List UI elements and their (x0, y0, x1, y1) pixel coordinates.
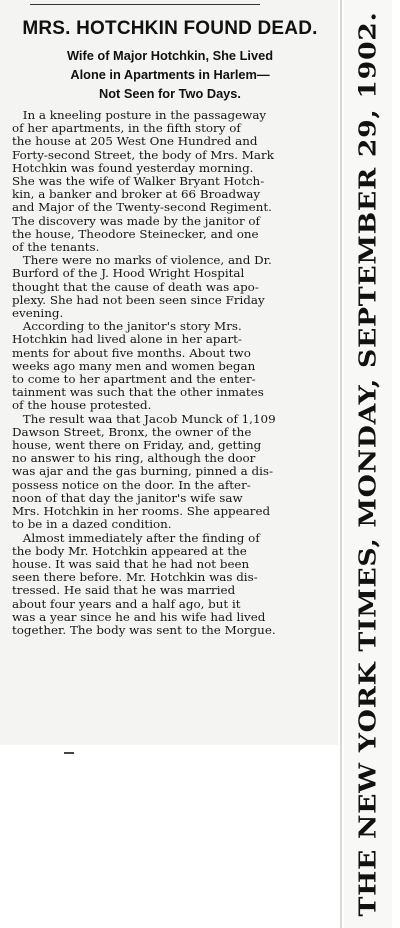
text-line: of her apartments, in the fifth story of (12, 122, 241, 136)
text-line: Hotchkin was found yesterday morning. (12, 161, 254, 175)
text-line: to be in a dazed condition. (12, 518, 172, 532)
text-line: about four years and a half ago, but it (12, 597, 241, 611)
text-line: Almost immediately after the finding of (22, 531, 260, 545)
text-line: house. It was said that he had not been (12, 557, 250, 571)
text-line: In a kneeling posture in the passageway (22, 109, 267, 122)
article-body (12, 109, 328, 637)
paragraph-5 (12, 532, 328, 638)
text-line: and Major of the Twenty-second Regiment. (12, 201, 272, 215)
text-line: Burford of the J. Hood Wright Hospital (12, 267, 245, 281)
text-line: of the house protested. (12, 399, 152, 413)
text-line: Hotchkin had lived alone in her apart- (12, 333, 242, 347)
text-line: seen there before. Mr. Hotchkin was dis- (12, 571, 258, 585)
text-line: weeks ago many men and women began (12, 359, 256, 373)
end-dash (64, 752, 74, 754)
text-line: was ajar and the gas burning, pinned a dis- (12, 465, 274, 479)
paragraph-1 (12, 109, 328, 254)
paragraph-2 (12, 254, 328, 320)
text-line: house, went there on Friday, and, getting (12, 439, 262, 453)
text-line: ments for about five months. About two (12, 346, 251, 360)
text-line: According to the janitor's story Mrs. (22, 320, 242, 334)
dateline-strip (344, 0, 392, 928)
text-line: together. The body was sent to the Morgue. (12, 623, 276, 637)
text-line: The result waa that Jacob Munck of 1,109 (22, 412, 276, 426)
text-line: possess notice on the door. In the after- (12, 478, 251, 492)
top-rule (30, 4, 260, 5)
text-line: plexy. She had not been seen since Friday (12, 293, 265, 307)
subheadline-deck (12, 46, 328, 103)
text-line: kin, a banker and broker at 66 Broadway (12, 188, 261, 202)
text-line: The discovery was made by the janitor of (12, 214, 260, 228)
deck-line: Wife of Major Hotchkin, She Lived (66, 48, 274, 63)
text-line: the house at 205 West One Hundred and (12, 135, 258, 149)
text-line: Forty-second Street, the body of Mrs. Mark (12, 148, 274, 162)
text-line: tressed. He said that he was married (12, 584, 236, 598)
text-line: the house, Theodore Steinecker, and one (12, 227, 259, 241)
text-line: tainment was such that the other inmates (12, 386, 264, 400)
text-line: There were no marks of violence, and Dr. (22, 254, 272, 268)
dateline: THE NEW YORK TIMES, MONDAY, SEPTEMBER 29, 1902. (354, 11, 382, 917)
text-line: Dawson Street, Bronx, the owner of the (12, 425, 252, 439)
deck-line: Not Seen for Two Days. (99, 86, 241, 101)
text-line: to come to her apartment and the enter- (12, 373, 256, 387)
text-line: Mrs. Hotchkin in her rooms. She appeared (12, 505, 271, 519)
text-line: no answer to his ring, although the door (12, 452, 256, 466)
column-rule (340, 0, 342, 928)
text-line: the body Mr. Hotchkin appeared at the (12, 544, 247, 558)
text-line: She was the wife of Walker Bryant Hotch- (12, 175, 265, 189)
text-line: evening. (12, 307, 64, 321)
deck-line: Alone in Apartments in Harlem— (70, 67, 270, 82)
text-line: noon of that day the janitor's wife saw (12, 491, 243, 505)
text-line: of the tenants. (12, 241, 100, 255)
text-line: thought that the cause of death was apo- (12, 280, 259, 294)
paragraph-3 (12, 320, 328, 412)
text-line: was a year since he and his wife had lived (12, 610, 266, 624)
headline: MRS. HOTCHKIN FOUND DEAD. (22, 18, 318, 39)
paragraph-4 (12, 413, 328, 532)
